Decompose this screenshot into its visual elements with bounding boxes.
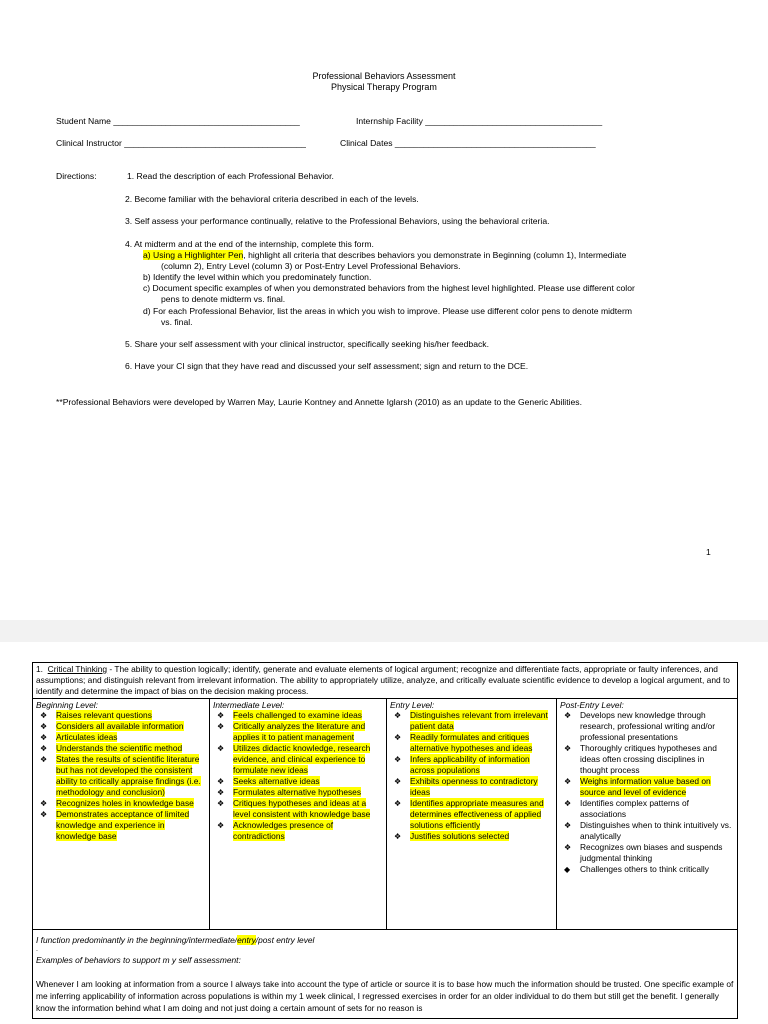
- self-level-selected: entry: [237, 935, 256, 945]
- bullet-icon: ❖: [394, 777, 402, 786]
- criterion-text: Raises relevant questions: [56, 710, 152, 720]
- criterion-item: [564, 743, 734, 776]
- criterion-text: Demonstrates acceptance of limited knowledge and experience in knowledge base: [56, 809, 190, 841]
- bullet-icon: ❖: [217, 711, 225, 720]
- criterion-item: [217, 787, 383, 798]
- bullet-icon: ❖: [564, 744, 572, 753]
- criterion-text: Identifies appropriate measures and determines effectiveness of applied solutions efficiently: [410, 798, 544, 830]
- criterion-item: [217, 820, 383, 842]
- criterion-text: Develops new knowledge through research, professional writing and/or professional presentations: [580, 710, 715, 742]
- criterion-text: Distinguishes relevant from irrelevant patient data: [410, 710, 548, 731]
- criterion-text: States the results of scientific literature but has not developed the consistent ability to critically appraise findings (i.e. methodology and conclusion): [56, 754, 201, 797]
- clinical-instructor-field[interactable]: Clinical Instructor ______________________________________: [56, 138, 306, 148]
- criterion-text: Thoroughly critiques hypotheses and ideas often crossing disciplines in thought process: [580, 743, 717, 775]
- bullet-icon: ❖: [564, 821, 572, 830]
- criterion-text: Articulates ideas: [56, 732, 118, 742]
- bullet-icon: ❖: [394, 799, 402, 808]
- criterion-item: [564, 842, 734, 864]
- criterion-text: Feels challenged to examine ideas: [233, 710, 362, 720]
- criterion-item: [40, 721, 206, 732]
- bullet-icon: ◆: [564, 865, 571, 874]
- bullet-icon: ❖: [564, 711, 572, 720]
- level-header-entry: Entry Level:: [390, 700, 435, 710]
- criterion-item: [40, 743, 206, 754]
- bullet-icon: ❖: [40, 733, 48, 742]
- directions-label: Directions:: [56, 171, 97, 181]
- internship-facility-field[interactable]: Internship Facility _____________________________________: [356, 116, 603, 126]
- bullet-icon: ❖: [40, 755, 48, 764]
- self-assessment-cell[interactable]: [33, 930, 738, 1019]
- bullet-icon: ❖: [564, 799, 572, 808]
- bullet-icon: ❖: [217, 788, 225, 797]
- clinical-dates-field[interactable]: Clinical Dates __________________________________________: [340, 138, 596, 148]
- level-header-beginning: Beginning Level:: [36, 700, 98, 710]
- direction-4c: c) Document specific examples of when you demonstrated behaviors from the highest level highlighted. Please use different color: [143, 283, 635, 293]
- bullet-icon: ❖: [564, 777, 572, 786]
- criterion-item: [217, 798, 383, 820]
- bullet-icon: ❖: [394, 711, 402, 720]
- criterion-item: [40, 710, 206, 721]
- direction-4a-cont: (column 2), Entry Level (column 3) or Post-Entry Level Professional Behaviors.: [161, 261, 461, 271]
- level-col-0: [33, 699, 210, 930]
- level-col-3: [557, 699, 738, 930]
- direction-6: 6. Have your CI sign that they have read and discussed your self assessment; sign and return to the DCE.: [125, 361, 529, 371]
- doc-title: Professional Behaviors Assessment: [312, 71, 456, 81]
- direction-4: 4. At midterm and at the end of the internship, complete this form.: [125, 239, 374, 249]
- page-number: 1: [706, 547, 711, 557]
- criterion-text: Identifies complex patterns of associations: [580, 798, 689, 819]
- bullet-icon: ❖: [217, 777, 225, 786]
- criterion-text: Understands the scientific method: [56, 743, 183, 753]
- criterion-text: Recognizes own biases and suspends judgmental thinking: [580, 842, 723, 863]
- level-header-intermediate: Intermediate Level:: [213, 700, 285, 710]
- level-col-1: [210, 699, 387, 930]
- criterion-item: [394, 732, 553, 754]
- criterion-item: [564, 820, 734, 842]
- page-gap: [0, 620, 768, 642]
- direction-4c-cont: pens to denote midterm vs. final.: [161, 294, 286, 304]
- bullet-icon: ❖: [217, 799, 225, 808]
- bullet-icon: ❖: [217, 821, 225, 830]
- criterion-item: [394, 754, 553, 776]
- criterion-text: Weighs information value based on source and level of evidence: [580, 776, 711, 797]
- bullet-icon: ❖: [394, 755, 402, 764]
- critical-thinking-table: [32, 662, 738, 1019]
- behavior-definition: [33, 663, 738, 699]
- criterion-text: Infers applicability of information across populations: [410, 754, 530, 775]
- direction-5: 5. Share your self assessment with your clinical instructor, specifically seeking his/her feedback.: [125, 339, 489, 349]
- bullet-icon: ❖: [394, 832, 402, 841]
- bullet-icon: ❖: [564, 843, 572, 852]
- criterion-text: Critically analyzes the literature and applies it to patient management: [233, 721, 366, 742]
- criterion-item: [564, 798, 734, 820]
- self-level-statement: [36, 934, 734, 946]
- criterion-item: [40, 732, 206, 743]
- criterion-text: Formulates alternative hypotheses: [233, 787, 362, 797]
- direction-4a: [143, 250, 626, 260]
- examples-label: Examples of behaviors to support m y self assessment:: [36, 955, 241, 965]
- bullet-icon: ❖: [40, 744, 48, 753]
- criterion-text: Exhibits openness to contradictory ideas: [410, 776, 538, 797]
- level-col-2: [387, 699, 557, 930]
- criterion-item: [217, 743, 383, 776]
- footnote: **Professional Behaviors were developed by Warren May, Laurie Kontney and Annette Iglarsh (2010) as an update to the Generic Abilities.: [56, 397, 582, 407]
- bullet-icon: ❖: [40, 711, 48, 720]
- behavior-number: 1.: [36, 664, 43, 674]
- criterion-item: [40, 809, 206, 842]
- direction-1: 1. Read the description of each Professional Behavior.: [127, 171, 334, 181]
- criterion-item: [564, 710, 734, 743]
- criterion-item: [564, 776, 734, 798]
- criterion-item: [564, 864, 734, 875]
- student-name-field[interactable]: Student Name _______________________________________: [56, 116, 300, 126]
- criteria-list: [213, 710, 383, 842]
- page-2: [0, 642, 768, 1024]
- criterion-text: Justifies solutions selected: [410, 831, 510, 841]
- criterion-item: [40, 798, 206, 809]
- self-level-pre: I function predominantly in the beginning/intermediate/: [36, 935, 238, 945]
- direction-2: 2. Become familiar with the behavioral criteria described in each of the levels.: [125, 194, 419, 204]
- bullet-icon: ❖: [394, 733, 402, 742]
- example-text[interactable]: Whenever I am looking at information from a source I always take into account the type of article or source it is to base how much the information should be trusted. One specific example of me inferring applicability of information across populations is within my 1 week clinical, I regressed exercises in order for an older individual to do them but still get the benefit. I generally know the information behind what I am doing and not just doing a certain amount of sets for no reason is: [36, 979, 734, 1013]
- direction-4b: b) Identify the level within which you predominately function.: [143, 272, 372, 282]
- criteria-list: [36, 710, 206, 842]
- criteria-list: [560, 710, 734, 875]
- criterion-item: [394, 831, 553, 842]
- criterion-item: [40, 754, 206, 798]
- direction-3: 3. Self assess your performance continually, relative to the Professional Behaviors, using the behavioral criteria.: [125, 216, 550, 226]
- criterion-text: Readily formulates and critiques alternative hypotheses and ideas: [410, 732, 533, 753]
- bullet-icon: ❖: [217, 722, 225, 731]
- criterion-text: Challenges others to think critically: [580, 864, 709, 874]
- criterion-item: [217, 776, 383, 787]
- criterion-text: Considers all available information: [56, 721, 184, 731]
- highlighter-pen-text: a) Using a Highlighter Pen: [143, 250, 244, 260]
- criterion-text: Acknowledges presence of contradictions: [233, 820, 334, 841]
- criterion-item: [217, 710, 383, 721]
- doc-subtitle: Physical Therapy Program: [331, 82, 437, 92]
- behavior-name: Critical Thinking: [47, 664, 108, 674]
- criterion-item: [394, 710, 553, 732]
- bullet-icon: ❖: [40, 810, 48, 819]
- criterion-text: Seeks alternative ideas: [233, 776, 320, 786]
- bullet-icon: ❖: [40, 799, 48, 808]
- criterion-text: Utilizes didactic knowledge, research evidence, and clinical experience to formulate new ideas: [233, 743, 371, 775]
- criterion-item: [394, 798, 553, 831]
- criterion-text: Critiques hypotheses and ideas at a level consistent with knowledge base: [233, 798, 371, 819]
- bullet-icon: ❖: [217, 744, 225, 753]
- criterion-item: [394, 776, 553, 798]
- direction-4d: d) For each Professional Behavior, list the areas in which you wish to improve. Please use different color pens to denote midterm: [143, 306, 632, 316]
- direction-4d-cont: vs. final.: [161, 317, 193, 327]
- direction-4a-rest: , highlight all criteria that describes behaviors you demonstrate in Beginning (column 1), Intermediate: [243, 250, 627, 260]
- bullet-icon: ❖: [40, 722, 48, 731]
- self-level-post: /post entry level: [255, 935, 315, 945]
- behavior-definition-text: - The ability to question logically; identify, generate and evaluate elements of logical argument; recognize and differentiate facts, appropriate or faulty inferences, and assumptions; and distinguish relevant from irrelevant information. The ability to appropriately utilize, analyze, and critically evaluate scientific evidence to develop a logical argument, and to identify and determine the impact of bias on the decision making process.: [36, 664, 730, 696]
- criterion-text: Recognizes holes in knowledge base: [56, 798, 194, 808]
- level-header-post-entry: Post-Entry Level:: [560, 700, 624, 710]
- criterion-text: Distinguishes when to think intuitively vs. analytically: [580, 820, 732, 841]
- criterion-item: [217, 721, 383, 743]
- criteria-list: [390, 710, 553, 842]
- stray-dot: .: [36, 946, 38, 953]
